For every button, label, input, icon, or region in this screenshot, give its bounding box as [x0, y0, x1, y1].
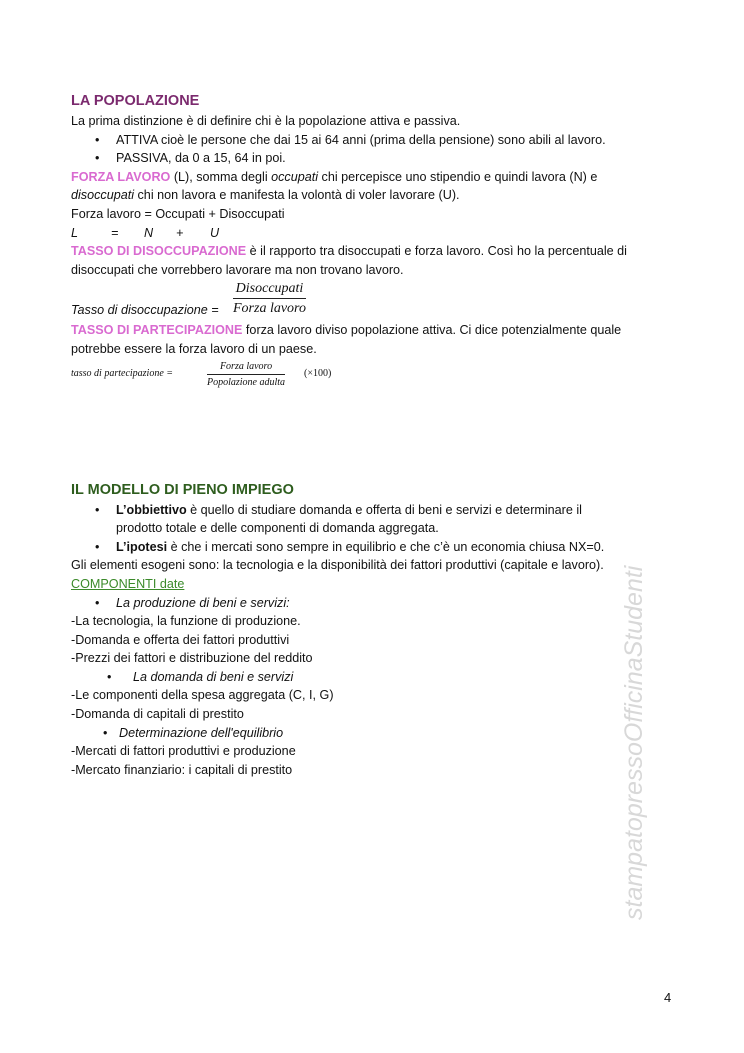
page-number: 4 — [664, 990, 672, 1005]
list-item: • PASSIVA, da 0 a 15, 64 in poi. — [95, 151, 286, 166]
list-item: • L’obbiettivo è quello di studiare domanda e offerta di beni e servizi e determinare il — [95, 502, 582, 517]
list-item: -Domanda e offerta dei fattori produttivi — [71, 632, 290, 647]
paragraph-tasso-partecipazione: TASSO DI PARTECIPAZIONE forza lavoro diviso popolazione attiva. Ci dice potenzialmente quale — [71, 323, 622, 338]
list-item-continued: prodotto totale e delle componenti di domanda aggregata. — [116, 521, 439, 536]
list-item: -Mercato finanziario: i capitali di prestito — [71, 762, 293, 777]
group-title: • La produzione di beni e servizi: — [95, 595, 290, 610]
watermark: stampatopressoOfficinaStudenti — [620, 565, 648, 920]
group-title: • La domanda di beni e servizi — [107, 669, 294, 684]
list-item: • L’ipotesi è che i mercati sono sempre in equilibrio e che c’è un economia chiusa NX=0. — [95, 539, 605, 554]
section-title-popolazione: LA POPOLAZIONE — [71, 93, 200, 109]
formula-partecipazione: tasso di partecipazione = Forza lavoro Popolazione adulta (×100) — [71, 360, 332, 388]
list-item: -Le componenti della spesa aggregata (C, I, G) — [71, 688, 334, 703]
document-page — [71, 90, 671, 779]
group-title: • Determinazione dell'equilibrio — [103, 725, 284, 740]
paragraph: potrebbe essere la forza lavoro di un paese. — [71, 341, 317, 356]
list-item: • ATTIVA cioè le persone che dai 15 ai 64 anni (prima della pensione) sono abili al lavoro. — [95, 132, 606, 147]
fraction: Disoccupati Forza lavoro — [233, 281, 306, 317]
list-item: -Mercati di fattori produttivi e produzione — [71, 744, 296, 759]
formula-disoccupazione: Tasso di disoccupazione = Disoccupati Forza lavoro — [71, 281, 306, 318]
section-title-pieno-impiego: IL MODELLO DI PIENO IMPIEGO — [71, 481, 294, 498]
paragraph: disoccupati che vorrebbero lavorare ma non trovano lavoro. — [71, 262, 404, 277]
componenti-heading: COMPONENTI date — [71, 576, 185, 591]
paragraph-forza-lavoro: FORZA LAVORO (L), somma degli occupati chi percepisce uno stipendio e quindi lavora (N) e — [71, 169, 598, 184]
list-item: -Domanda di capitali di prestito — [71, 707, 244, 722]
paragraph-tasso-disoccupazione: TASSO DI DISOCCUPAZIONE è il rapporto tra disoccupati e forza lavoro. Così ho la percentuale di — [71, 244, 627, 259]
list-item: -Prezzi dei fattori e distribuzione del reddito — [71, 651, 313, 666]
list-item: -La tecnologia, la funzione di produzione. — [71, 614, 301, 629]
equation-symbols: L = N + U — [71, 225, 220, 240]
paragraph: disoccupati chi non lavora e manifesta la volontà di voler lavorare (U). — [71, 188, 460, 203]
paragraph: Gli elementi esogeni sono: la tecnologia e la disponibilità dei fattori produttivi (capitale e lavoro). — [71, 558, 604, 573]
equation: Forza lavoro = Occupati + Disoccupati — [71, 206, 285, 221]
paragraph: La prima distinzione è di definire chi è la popolazione attiva e passiva. — [71, 114, 461, 128]
